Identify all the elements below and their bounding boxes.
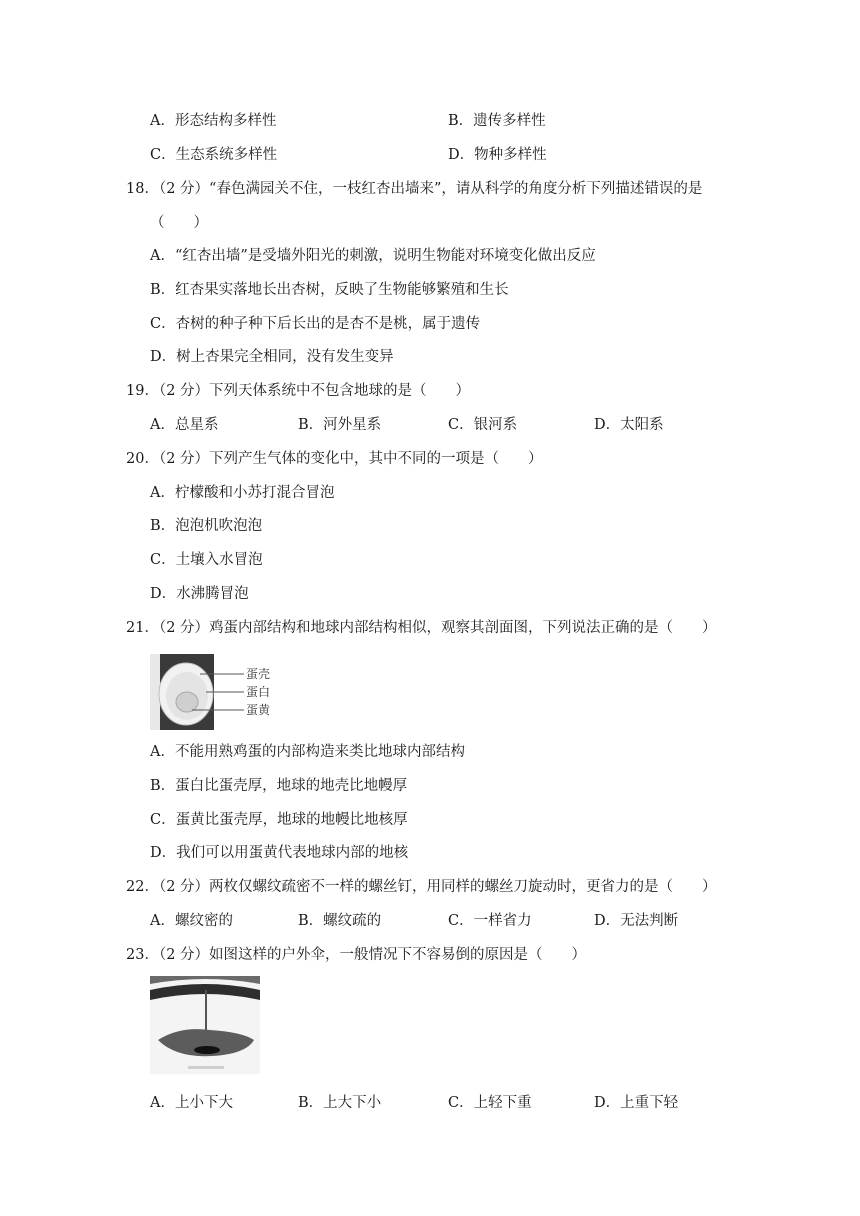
q22-option-b: B．螺纹疏的 xyxy=(298,913,382,929)
q21-option-a: A．不能用熟鸡蛋的内部构造来类比地球内部结构 xyxy=(150,744,465,760)
q20-option-d: D．水沸腾冒泡 xyxy=(150,586,249,602)
q22-stem: 22．（2 分）两枚仅螺纹疏密不一样的螺丝钉，用同样的螺丝刀旋动时，更省力的是（ ） xyxy=(126,879,717,895)
label-shell: 蛋壳 xyxy=(246,667,271,681)
q20-option-b: B．泡泡机吹泡泡 xyxy=(150,518,263,534)
q20-option-a: A．柠檬酸和小苏打混合冒泡 xyxy=(150,485,335,501)
outdoor-umbrella-figure xyxy=(150,976,260,1074)
q17-option-b: B．遗传多样性 xyxy=(448,113,546,129)
q23-option-b: B．上大下小 xyxy=(298,1095,382,1111)
q17-option-a: A．形态结构多样性 xyxy=(150,113,277,129)
q23-option-c: C．上轻下重 xyxy=(448,1095,532,1111)
q18-stem: 18．（2 分）“春色满园关不住，一枝红杏出墙来”，请从科学的角度分析下列描述错误的是 xyxy=(126,181,703,197)
q19-stem: 19．（2 分）下列天体系统中不包含地球的是（ ） xyxy=(126,383,471,399)
label-white: 蛋白 xyxy=(246,685,271,699)
q19-option-b: B．河外星系 xyxy=(298,417,382,433)
q21-option-b: B．蛋白比蛋壳厚，地球的地壳比地幔厚 xyxy=(150,778,408,794)
q17-option-c: C．生态系统多样性 xyxy=(150,147,278,163)
q23-option-a: A．上小下大 xyxy=(150,1095,233,1111)
egg-yolk-shape xyxy=(176,692,198,712)
q21-option-c: C．蛋黄比蛋壳厚，地球的地幔比地核厚 xyxy=(150,812,408,828)
q18-option-d: D．树上杏果完全相同，没有发生变异 xyxy=(150,349,394,365)
q20-stem: 20．（2 分）下列产生气体的变化中，其中不同的一项是（ ） xyxy=(126,451,543,467)
q19-option-c: C．银河系 xyxy=(448,417,518,433)
q18-stem-continued: （ ） xyxy=(150,215,208,231)
q17-option-d: D．物种多样性 xyxy=(448,147,547,163)
egg-cross-section-figure xyxy=(150,652,282,732)
q23-stem: 23．（2 分）如图这样的户外伞，一般情况下不容易倒的原因是（ ） xyxy=(126,947,587,963)
q21-option-d: D．我们可以用蛋黄代表地球内部的地核 xyxy=(150,845,409,861)
q18-option-c: C．杏树的种子种下后长出的是杏不是桃，属于遗传 xyxy=(150,316,481,332)
label-yolk: 蛋黄 xyxy=(246,703,271,717)
q22-option-a: A．螺纹密的 xyxy=(150,913,233,929)
q21-stem: 21．（2 分）鸡蛋内部结构和地球内部结构相似，观察其剖面图，下列说法正确的是（ ） xyxy=(126,620,717,636)
umbrella-base xyxy=(194,1046,220,1054)
q19-option-d: D．太阳系 xyxy=(594,417,664,433)
caption-blur xyxy=(188,1066,224,1069)
figure-light-edge xyxy=(150,654,160,730)
q18-option-a: A．“红杏出墙”是受墙外阳光的刺激，说明生物能对环境变化做出反应 xyxy=(150,248,596,264)
q23-option-d: D．上重下轻 xyxy=(594,1095,679,1111)
q18-option-b: B．红杏果实落地长出杏树，反映了生物能够繁殖和生长 xyxy=(150,282,509,298)
q22-option-c: C．一样省力 xyxy=(448,913,532,929)
q20-option-c: C．土壤入水冒泡 xyxy=(150,552,263,568)
q19-option-a: A．总星系 xyxy=(150,417,219,433)
q22-option-d: D．无法判断 xyxy=(594,913,679,929)
